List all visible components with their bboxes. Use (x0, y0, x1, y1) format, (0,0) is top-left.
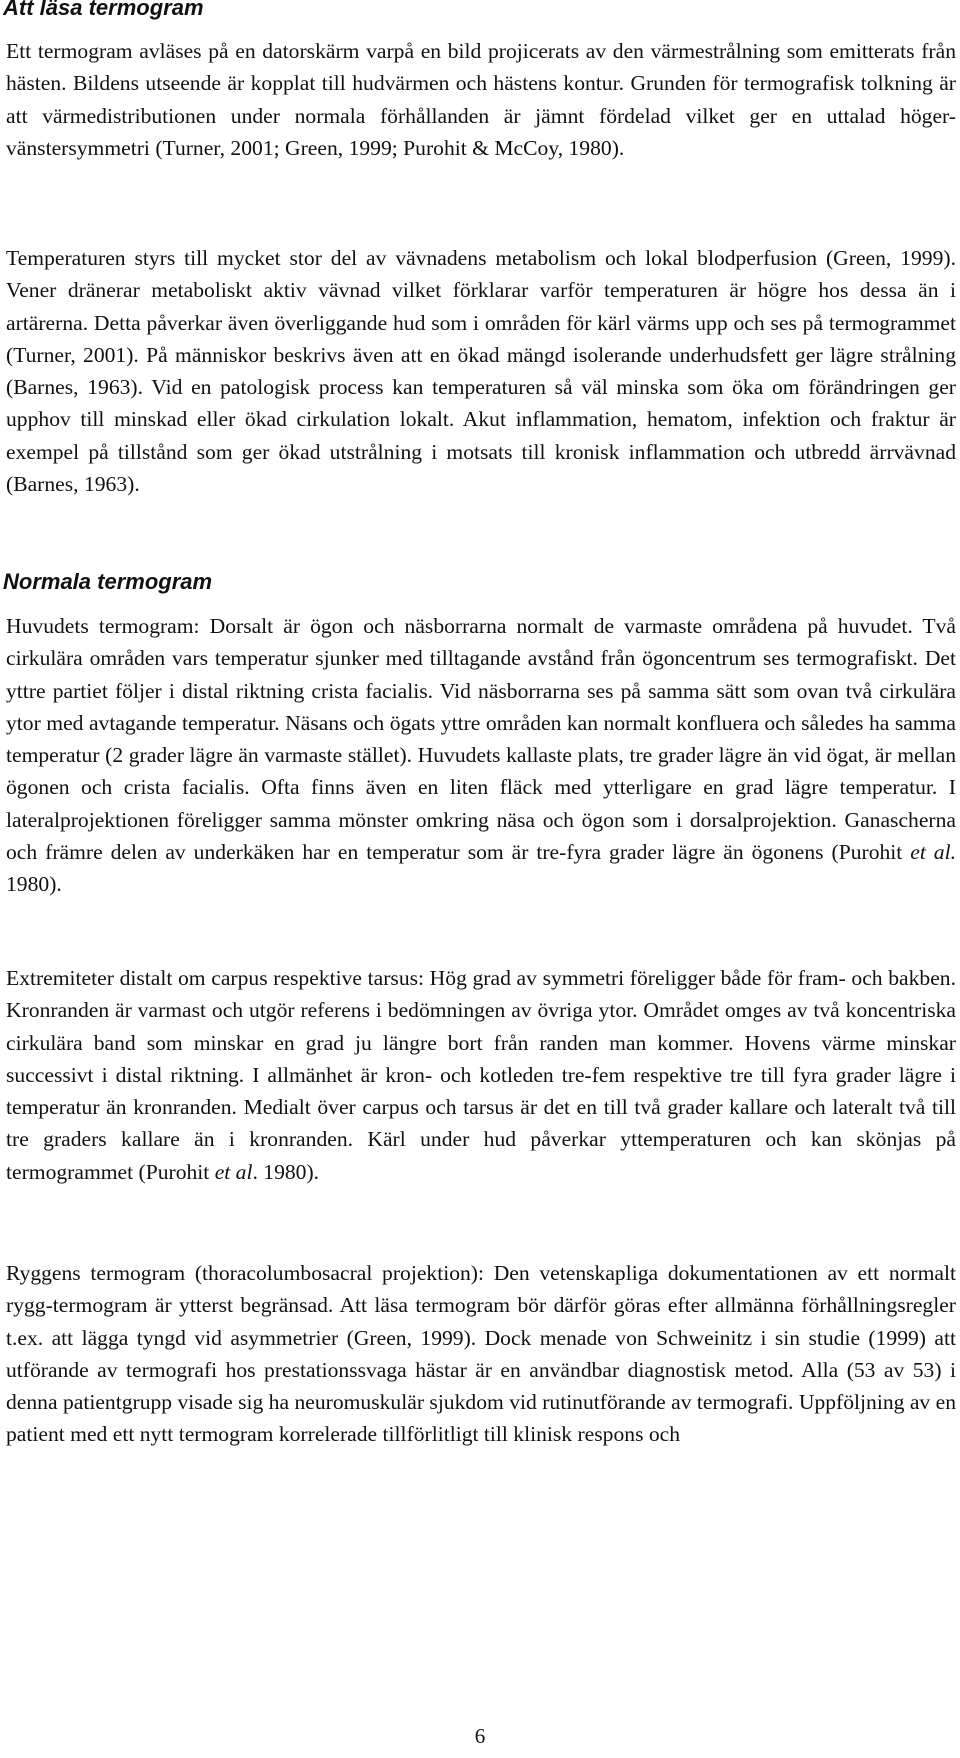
italic-citation: et al. (910, 840, 956, 865)
paragraph-termogram-intro: Ett termogram avläses på en datorskärm varpå en bild projicerats av den värmestrålning som emitterats från hästen. Bildens utseende är kopplat till hudvärmen och hästens kontur. Grunden för termografisk tolkning är att värmedistributionen under normala förhållanden är jämnt fördelad vilket ger en uttalad höger-vänstersymmetri (Turner, 2001; Green, 1999; Purohit & McCoy, 1980). (6, 39, 956, 160)
page-number: 6 (474, 1724, 486, 1748)
paragraph-text: . 1980). (252, 1159, 320, 1184)
italic-citation: et al (214, 1159, 253, 1184)
paragraph-text: 1980). (6, 872, 62, 897)
paragraph-ryggens-termogram: Ryggens termogram (thoracolumbosacral projektion): Den vetenskapliga dokumentationen av ett normalt rygg-termogram är ytterst begränsad. Att läsa termogram bör därför göras efter allmänna förhållningsregler t.ex. att lägga tyngd vid asymmetrier (Green, 1999). Dock menade von Schweinitz i sin studie (1999) att utförande av termografi hos prestationssvaga hästar är en användbar diagnostisk metod. Alla (53 av 53) i denna patientgrupp visade sig ha neuromuskulär sjukdom vid rutinutförande av termografi. Uppföljning av en patient med ett nytt termogram korrelerade tillförlitligt till klinisk respons och (6, 1261, 956, 1447)
paragraph-huvudets-termogram (6, 610, 956, 901)
paragraph-temperatur-metabolism: Temperaturen styrs till mycket stor del av vävnadens metabolism och lokal blodperfusion (Green, 1999). Vener dränerar metaboliskt aktiv vävnad vilket förklarar varför temperaturen är högre hos dessa än i artärerna. Detta påverkar även överliggande hud som i områden för kärl värms upp och ses på termogrammet (Turner, 2001). På människor beskrivs även att en ökad mängd isolerande underhudsfett ger lägre strålning (Barnes, 1963). Vid en patologisk process kan temperaturen så väl minska som öka om förändringen ger upphov till minskad eller ökad cirkulation lokalt. Akut inflammation, hematom, infektion och fraktur är exempel på tillstånd som ger ökad utstrålning i motsats till kronisk inflammation och utbredd ärrvävnad (Barnes, 1963). (6, 246, 956, 497)
section-heading-att-lasa-termogram: Att läsa termogram (3, 0, 204, 20)
section-heading-normala-termogram: Normala termogram (3, 569, 213, 594)
paragraph-text: Extremiteter distalt om carpus respektive tarsus: Hög grad av symmetri föreligger både för fram- och bakben. Kronranden är varmast och utgör referens i bedömningen av övriga ytor. Området omges av två koncentriska cirkulära band som minskar en grad ju längre bort från randen man kommer. Hovens värme minskar successivt i distal riktning. I allmänhet är kron- och kotleden tre-fem respektive tre till fyra grader lägre i temperatur än kronranden. Medialt över carpus och tarsus är det en till två grader kallare och lateralt två till tre graders kallare än i kronranden. Kärl under hud påverkar yttemperaturen och kan skönjas på termogrammet (Purohit (6, 966, 956, 1184)
paragraph-text: Huvudets termogram: Dorsalt är ögon och näsborrarna normalt de varmaste områdena på huvudet. Två cirkulära områden vars temperatur sjunker med tilltagande avstånd från ögoncentrum ses termografiskt. Det yttre partiet följer i distal riktning crista facialis. Vid näsborrarna ses på samma sätt som ovan två cirkulära ytor med avtagande temperatur. Näsans och ögats yttre områden kan normalt konfluera och således ha samma temperatur (2 grader lägre än varmaste stället). Huvudets kallaste plats, tre grader lägre än vid ögat, är mellan ögonen och crista facialis. Ofta finns även en liten fläck med ytterligare en grad lägre temperatur. I lateralprojektionen föreligger samma mönster omkring näsa och ögon som i dorsalprojektion. Ganascherna och främre delen av underkäken har en temperatur som är tre-fyra grader lägre än ögonens (Purohit (6, 614, 956, 865)
paragraph-extremiteter (6, 962, 956, 1188)
